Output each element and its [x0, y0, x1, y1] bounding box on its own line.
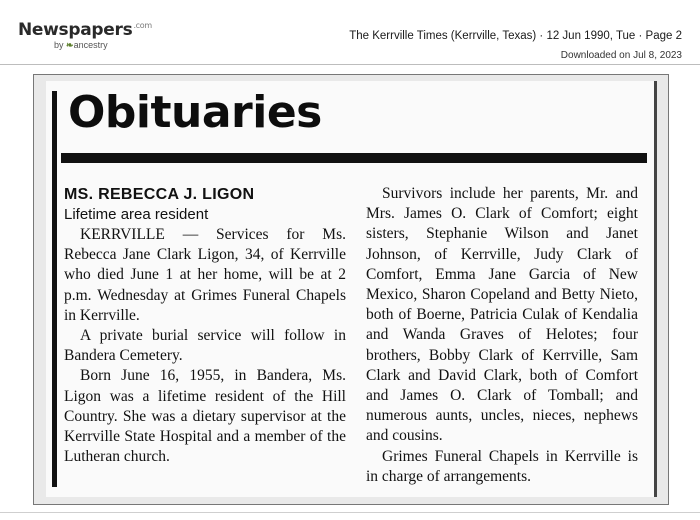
- right-border-edge: [654, 81, 657, 497]
- clipping-page: [46, 81, 657, 497]
- obituary-subtitle: Lifetime area resident: [64, 206, 209, 223]
- article-column-right: [366, 184, 638, 487]
- publication-line: The Kerrville Times (Kerrville, Texas) · 12 Jun 1990, Tue · Page 2: [349, 30, 682, 42]
- paragraph-biography: Born June 16, 1955, in Bandera, Ms. Ligon was a lifetime resident of the Hill Country. She was a dietary supervisor at the Kerrville State Hospital and a member of the Lutheran church.: [64, 367, 346, 466]
- logo-main-text: Newspapers: [18, 20, 133, 40]
- article-column-left: [64, 184, 346, 467]
- paragraph-burial: A private burial service will follow in Bandera Cemetery.: [64, 327, 346, 365]
- left-border-bar: [52, 91, 57, 487]
- ancestry-leaf-icon: ❧: [66, 40, 74, 50]
- title-rule: [61, 153, 647, 163]
- page-header: [0, 0, 700, 65]
- footer-divider: [0, 512, 700, 513]
- download-date: Downloaded on Jul 8, 2023: [560, 50, 682, 61]
- section-title: Obituaries: [68, 87, 322, 138]
- paragraph-services: KERRVILLE — Services for Ms. Rebecca Jane Clark Ligon, 34, of Kerrville who died June 1 at her home, will be at 2 p.m. Wednesday at Grimes Funeral Chapels in Kerrville.: [64, 226, 346, 324]
- newspapers-logo[interactable]: [18, 22, 152, 50]
- paragraph-survivors: Survivors include her parents, Mr. and Mrs. James O. Clark of Comfort; eight sisters, Stephanie Wilson and Janet Johnson, of Kerrville, Judy Clark of Comfort, Emma Jane Garcia of New Mexico, Sharon Copeland and Betty Nieto, both of Boerne, Patricia Culak of Kendalia and Wanda Graves of Helotes; four brothers, Bobby Clark of Kerrville, Sam Clark and David Clark, both of Comfort and James O. Clark of Tomball; and numerous aunts, uncles, nieces, nephews and cousins.: [366, 185, 638, 445]
- newspaper-clipping: [33, 74, 669, 505]
- logo-ancestry-text: ancestry: [73, 40, 108, 50]
- logo-com-text: .com: [133, 21, 152, 31]
- paragraph-arrangements: Grimes Funeral Chapels in Kerrville is in charge of arrangements.: [366, 447, 638, 485]
- obituary-name: MS. REBECCA J. LIGON: [64, 186, 255, 203]
- publication-meta: [349, 30, 682, 61]
- logo-by-text: by: [54, 40, 64, 50]
